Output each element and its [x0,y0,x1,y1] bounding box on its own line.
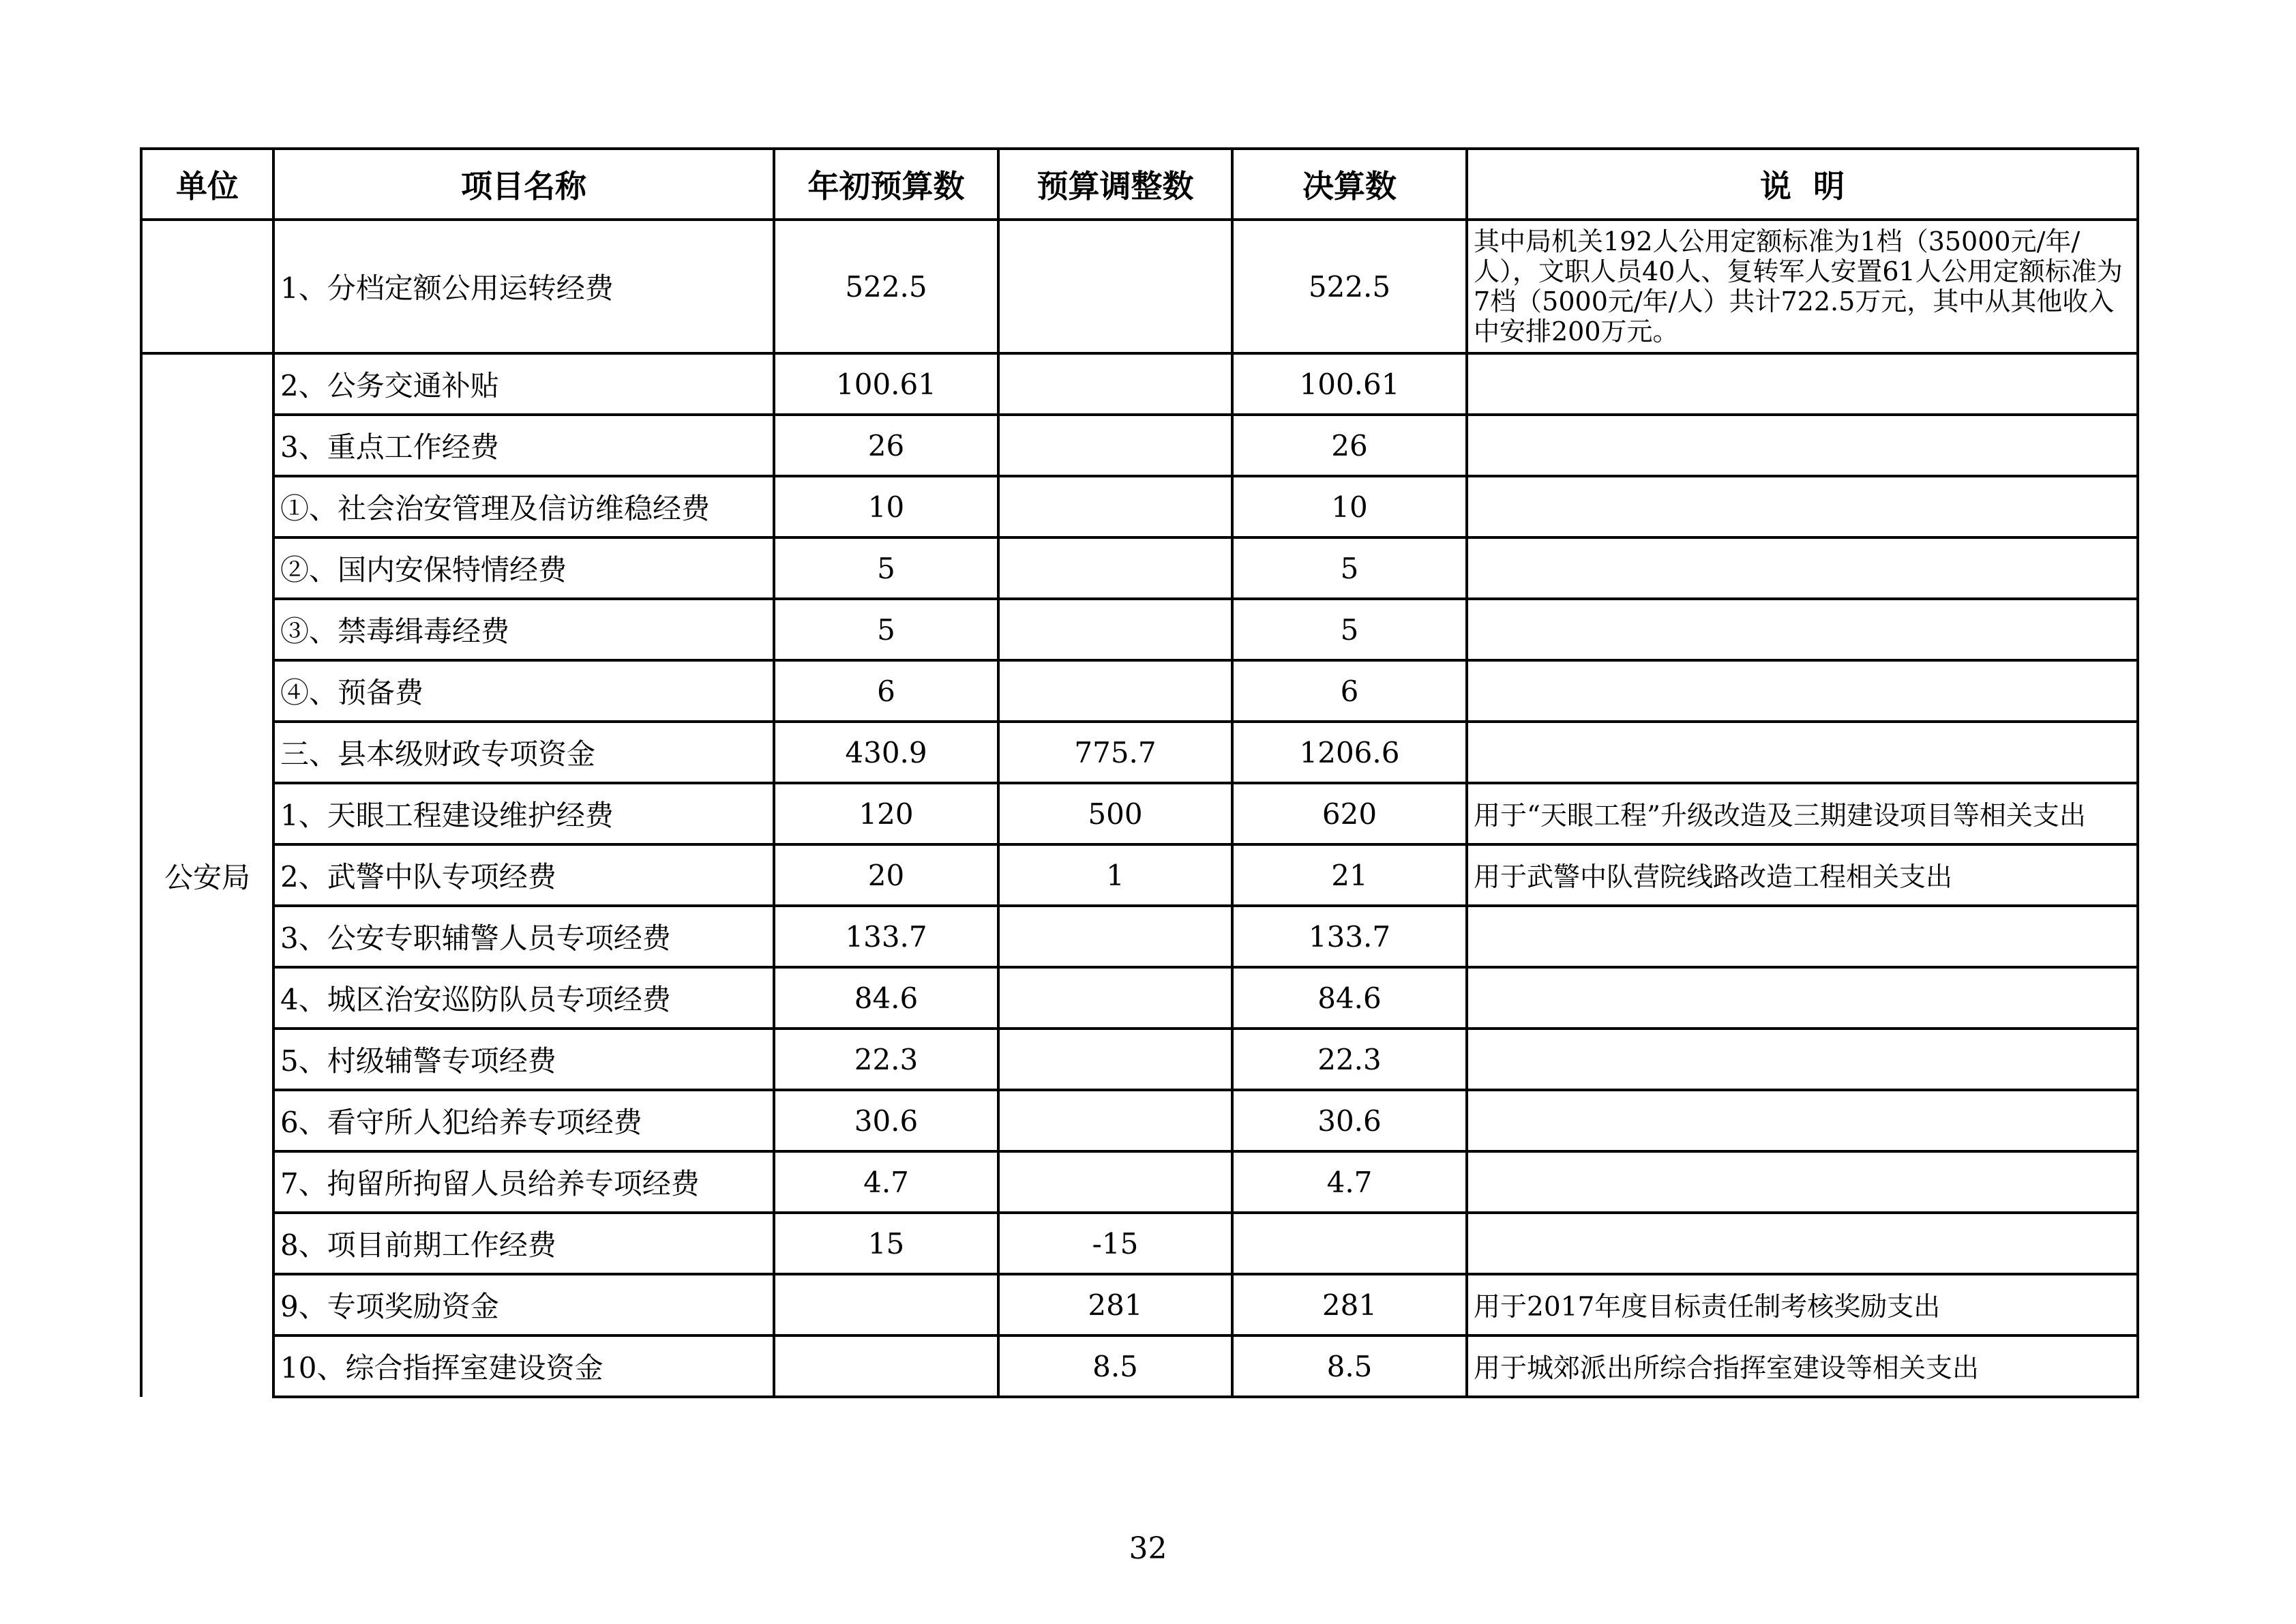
table-row [141,722,2138,783]
budget-table [140,147,2139,1398]
item-name-cell: 1、分档定额公用运转经费 [273,220,774,353]
unit-cell-empty [141,220,273,353]
begin-budget-cell [774,1274,998,1335]
final-account-cell: 21 [1232,844,1467,906]
note-cell [1467,476,2138,537]
table-row [141,967,2138,1029]
header-note: 说 明 [1467,149,2138,220]
table-row [141,1029,2138,1090]
final-account-cell: 30.6 [1232,1090,1467,1151]
adjustment-cell [998,906,1232,967]
table-row [141,599,2138,660]
begin-budget-cell: 5 [774,537,998,599]
adjustment-cell [998,660,1232,722]
final-account-cell: 5 [1232,537,1467,599]
begin-budget-cell: 430.9 [774,722,998,783]
final-account-cell [1232,1213,1467,1274]
item-name-cell: 8、项目前期工作经费 [273,1213,774,1274]
final-account-cell: 22.3 [1232,1029,1467,1090]
adjustment-cell [998,537,1232,599]
table-row [141,1151,2138,1213]
note-cell [1467,353,2138,415]
begin-budget-cell: 522.5 [774,220,998,353]
unit-cell: 公安局 [141,353,273,1397]
final-account-cell: 1206.6 [1232,722,1467,783]
final-account-cell: 100.61 [1232,353,1467,415]
note-cell [1467,1151,2138,1213]
begin-budget-cell: 26 [774,415,998,476]
adjustment-cell: 8.5 [998,1335,1232,1397]
item-name-cell: 3、重点工作经费 [273,415,774,476]
note-cell: 用于“天眼工程”升级改造及三期建设项目等相关支出 [1467,783,2138,844]
note-cell [1467,906,2138,967]
table-row [141,660,2138,722]
begin-budget-cell: 5 [774,599,998,660]
item-name-cell: 3、公安专职辅警人员专项经费 [273,906,774,967]
table-row [141,220,2138,353]
page-number: 32 [1129,1531,1167,1566]
note-cell [1467,660,2138,722]
begin-budget-cell: 22.3 [774,1029,998,1090]
item-name-cell: 5、村级辅警专项经费 [273,1029,774,1090]
note-cell [1467,1090,2138,1151]
table-row [141,1274,2138,1335]
adjustment-cell [998,476,1232,537]
item-name-cell: ①、社会治安管理及信访维稳经费 [273,476,774,537]
note-cell [1467,967,2138,1029]
note-cell [1467,722,2138,783]
item-name-cell: 2、公务交通补贴 [273,353,774,415]
table-row [141,353,2138,415]
begin-budget-cell: 100.61 [774,353,998,415]
begin-budget-cell: 4.7 [774,1151,998,1213]
note-cell: 用于武警中队营院线路改造工程相关支出 [1467,844,2138,906]
item-name-cell: ②、国内安保特情经费 [273,537,774,599]
final-account-cell: 8.5 [1232,1335,1467,1397]
item-name-cell: ④、预备费 [273,660,774,722]
begin-budget-cell: 84.6 [774,967,998,1029]
final-account-cell: 620 [1232,783,1467,844]
final-account-cell: 4.7 [1232,1151,1467,1213]
final-account-cell: 281 [1232,1274,1467,1335]
final-account-cell: 6 [1232,660,1467,722]
adjustment-cell [998,967,1232,1029]
adjustment-cell [998,1090,1232,1151]
table-row [141,1213,2138,1274]
begin-budget-cell [774,1335,998,1397]
table-row [141,906,2138,967]
item-name-cell: 10、综合指挥室建设资金 [273,1335,774,1397]
adjustment-cell [998,220,1232,353]
note-cell: 其中局机关192人公用定额标准为1档（35000元/年/人），文职人员40人、复转军人安置61人公用定额标准为7档（5000元/年/人）共计722.5万元，其中从其他收入中安排200万元。 [1467,220,2138,353]
header-adjust: 预算调整数 [998,149,1232,220]
adjustment-cell: 775.7 [998,722,1232,783]
header-row [141,149,2138,220]
item-name-cell: 4、城区治安巡防队员专项经费 [273,967,774,1029]
table-row [141,1090,2138,1151]
adjustment-cell: -15 [998,1213,1232,1274]
adjustment-cell: 1 [998,844,1232,906]
header-unit: 单位 [141,149,273,220]
adjustment-cell [998,1029,1232,1090]
final-account-cell: 522.5 [1232,220,1467,353]
begin-budget-cell: 10 [774,476,998,537]
note-cell [1467,1213,2138,1274]
item-name-cell: 6、看守所人犯给养专项经费 [273,1090,774,1151]
item-name-cell: 1、天眼工程建设维护经费 [273,783,774,844]
header-name: 项目名称 [273,149,774,220]
final-account-cell: 84.6 [1232,967,1467,1029]
adjustment-cell: 281 [998,1274,1232,1335]
adjustment-cell [998,599,1232,660]
item-name-cell: 7、拘留所拘留人员给养专项经费 [273,1151,774,1213]
adjustment-cell [998,415,1232,476]
item-name-cell: ③、禁毒缉毒经费 [273,599,774,660]
table-row [141,1335,2138,1397]
begin-budget-cell: 133.7 [774,906,998,967]
table-row [141,476,2138,537]
final-account-cell: 10 [1232,476,1467,537]
note-cell [1467,1029,2138,1090]
final-account-cell: 5 [1232,599,1467,660]
final-account-cell: 26 [1232,415,1467,476]
begin-budget-cell: 120 [774,783,998,844]
note-cell [1467,537,2138,599]
note-cell: 用于2017年度目标责任制考核奖励支出 [1467,1274,2138,1335]
header-final: 决算数 [1232,149,1467,220]
table-row [141,844,2138,906]
note-cell: 用于城郊派出所综合指挥室建设等相关支出 [1467,1335,2138,1397]
begin-budget-cell: 30.6 [774,1090,998,1151]
final-account-cell: 133.7 [1232,906,1467,967]
adjustment-cell: 500 [998,783,1232,844]
begin-budget-cell: 20 [774,844,998,906]
item-name-cell: 三、县本级财政专项资金 [273,722,774,783]
header-begin: 年初预算数 [774,149,998,220]
note-cell [1467,415,2138,476]
item-name-cell: 9、专项奖励资金 [273,1274,774,1335]
begin-budget-cell: 6 [774,660,998,722]
item-name-cell: 2、武警中队专项经费 [273,844,774,906]
note-cell [1467,599,2138,660]
begin-budget-cell: 15 [774,1213,998,1274]
table-row [141,415,2138,476]
adjustment-cell [998,1151,1232,1213]
table-row [141,537,2138,599]
adjustment-cell [998,353,1232,415]
table-row [141,783,2138,844]
